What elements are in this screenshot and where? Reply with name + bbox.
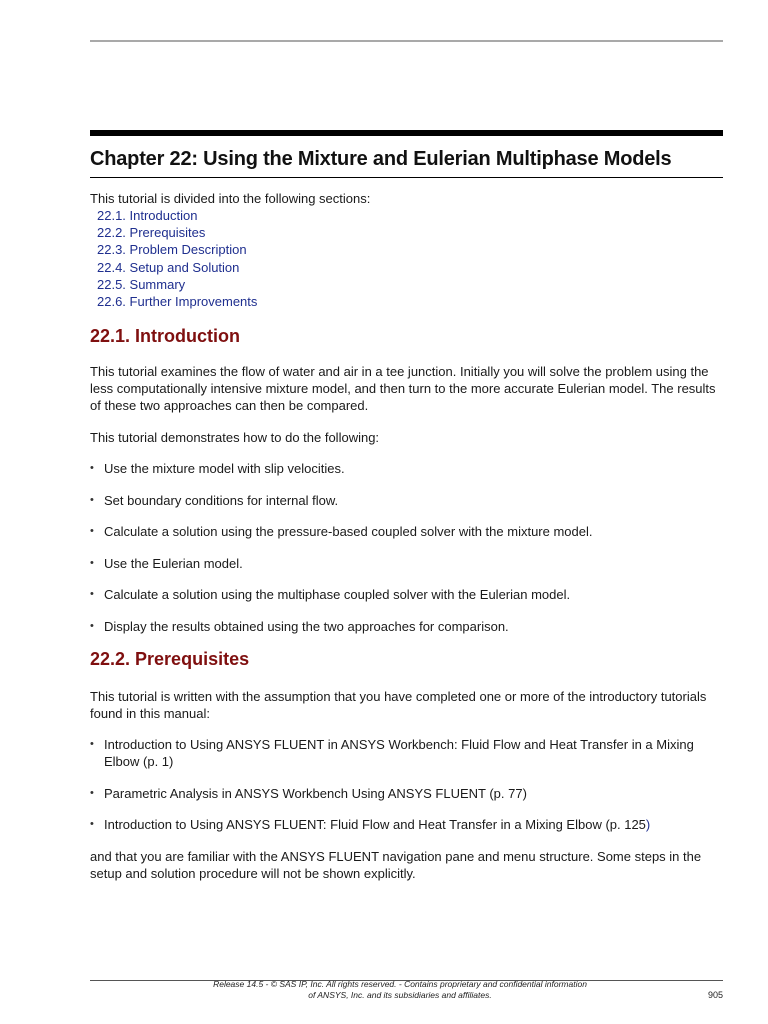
list-item — [90, 586, 723, 603]
list-item-text: Parametric Analysis in ANSYS Workbench Using ANSYS FLUENT (p. 77) — [104, 785, 527, 801]
introduction-paragraph: This tutorial examines the flow of water and air in a tee junction. Initially you will solve the problem using the less computationally intensive mixture model, and then turn to the more accurate Eulerian model. The results of these two approaches can then be compared. — [90, 364, 716, 413]
list-item-text: Introduction to Using ANSYS FLUENT: Fluid Flow and Heat Transfer in a Mixing Elbow (p. 125 — [104, 817, 646, 832]
bullet-icon: • — [90, 556, 94, 569]
list-item-text: Use the mixture model with slip velocities. — [104, 461, 345, 476]
bullet-icon: • — [90, 619, 94, 632]
top-rule — [90, 40, 723, 42]
list-item-text: Display the results obtained using the two approaches for comparison. — [104, 618, 509, 634]
introduction-bullet-list — [90, 460, 723, 635]
section-heading-prerequisites: 22.2. Prerequisites — [90, 649, 250, 669]
list-item — [90, 523, 723, 540]
toc-link-prerequisites[interactable]: 22.2. Prerequisites — [97, 225, 206, 241]
footer-line-1: Release 14.5 - © SAS IP, Inc. All rights reserved. - Contains proprietary and confidential information — [213, 979, 587, 989]
bullet-icon: • — [90, 786, 94, 799]
toc-link-setup-and-solution[interactable]: 22.4. Setup and Solution — [97, 259, 240, 275]
toc-item-setup-and-solution[interactable] — [97, 259, 497, 276]
section-heading-introduction: 22.1. Introduction — [90, 326, 241, 346]
toc-item-introduction[interactable] — [97, 207, 497, 224]
demonstrates-paragraph: This tutorial demonstrates how to do the following: — [90, 430, 380, 445]
footer-line-2: of ANSYS, Inc. and its subsidiaries and affiliates. — [308, 990, 492, 1000]
list-item-text: Introduction to Using ANSYS FLUENT in ANSYS Workbench: Fluid Flow and Heat Transfer in a Mixing Elbow (p. 1) — [104, 737, 694, 769]
bullet-icon: • — [90, 818, 94, 830]
bullet-icon: • — [90, 493, 94, 506]
familiarity-paragraph: and that you are familiar with the ANSYS FLUENT navigation pane and menu structure. Some steps in the setup and solution procedure will not be shown explicitly. — [90, 849, 702, 881]
toc-link-further-improvements[interactable]: 22.6. Further Improvements — [97, 294, 258, 310]
list-item — [90, 492, 723, 509]
chapter-title: Chapter 22: Using the Mixture and Eulerian Multiphase Models — [90, 148, 672, 170]
list-item — [90, 555, 723, 572]
list-item-text: Set boundary conditions for internal flow. — [104, 492, 339, 508]
toc-item-summary[interactable] — [97, 276, 497, 293]
toc-link-summary[interactable]: 22.5. Summary — [97, 276, 186, 292]
list-item-text: Calculate a solution using the pressure-based coupled solver with the mixture model. — [104, 524, 593, 539]
toc-link-problem-description[interactable]: 22.3. Problem Description — [97, 242, 247, 258]
toc-item-prerequisites[interactable] — [97, 224, 497, 241]
page-number: 905 — [707, 990, 723, 1000]
list-item — [90, 785, 723, 802]
bullet-icon: • — [90, 738, 94, 750]
bullet-icon: • — [90, 525, 94, 537]
toc-link-introduction[interactable]: 22.1. Introduction — [97, 208, 198, 223]
list-item-text: Use the Eulerian model. — [104, 555, 243, 571]
list-item — [90, 618, 723, 635]
toc-intro-text: This tutorial is divided into the following sections: — [90, 191, 371, 206]
list-item-text: Calculate a solution using the multiphase coupled solver with the Eulerian model. — [104, 587, 571, 602]
toc-item-problem-description[interactable] — [97, 241, 497, 258]
chapter-bar — [90, 130, 723, 136]
list-item — [90, 816, 723, 833]
prerequisites-paragraph: This tutorial is written with the assumption that you have completed one or more of the introductory tutorials found in this manual: — [90, 689, 707, 721]
list-item — [90, 736, 723, 770]
chapter-underline — [90, 177, 723, 178]
table-of-contents — [97, 207, 497, 310]
prerequisites-bullet-list — [90, 736, 723, 833]
bullet-icon: • — [90, 462, 94, 474]
bullet-icon: • — [90, 588, 94, 600]
footer-copyright — [200, 979, 600, 1001]
list-item — [90, 460, 723, 477]
toc-item-further-improvements[interactable] — [97, 293, 497, 310]
page-link[interactable]: ) — [645, 817, 651, 832]
